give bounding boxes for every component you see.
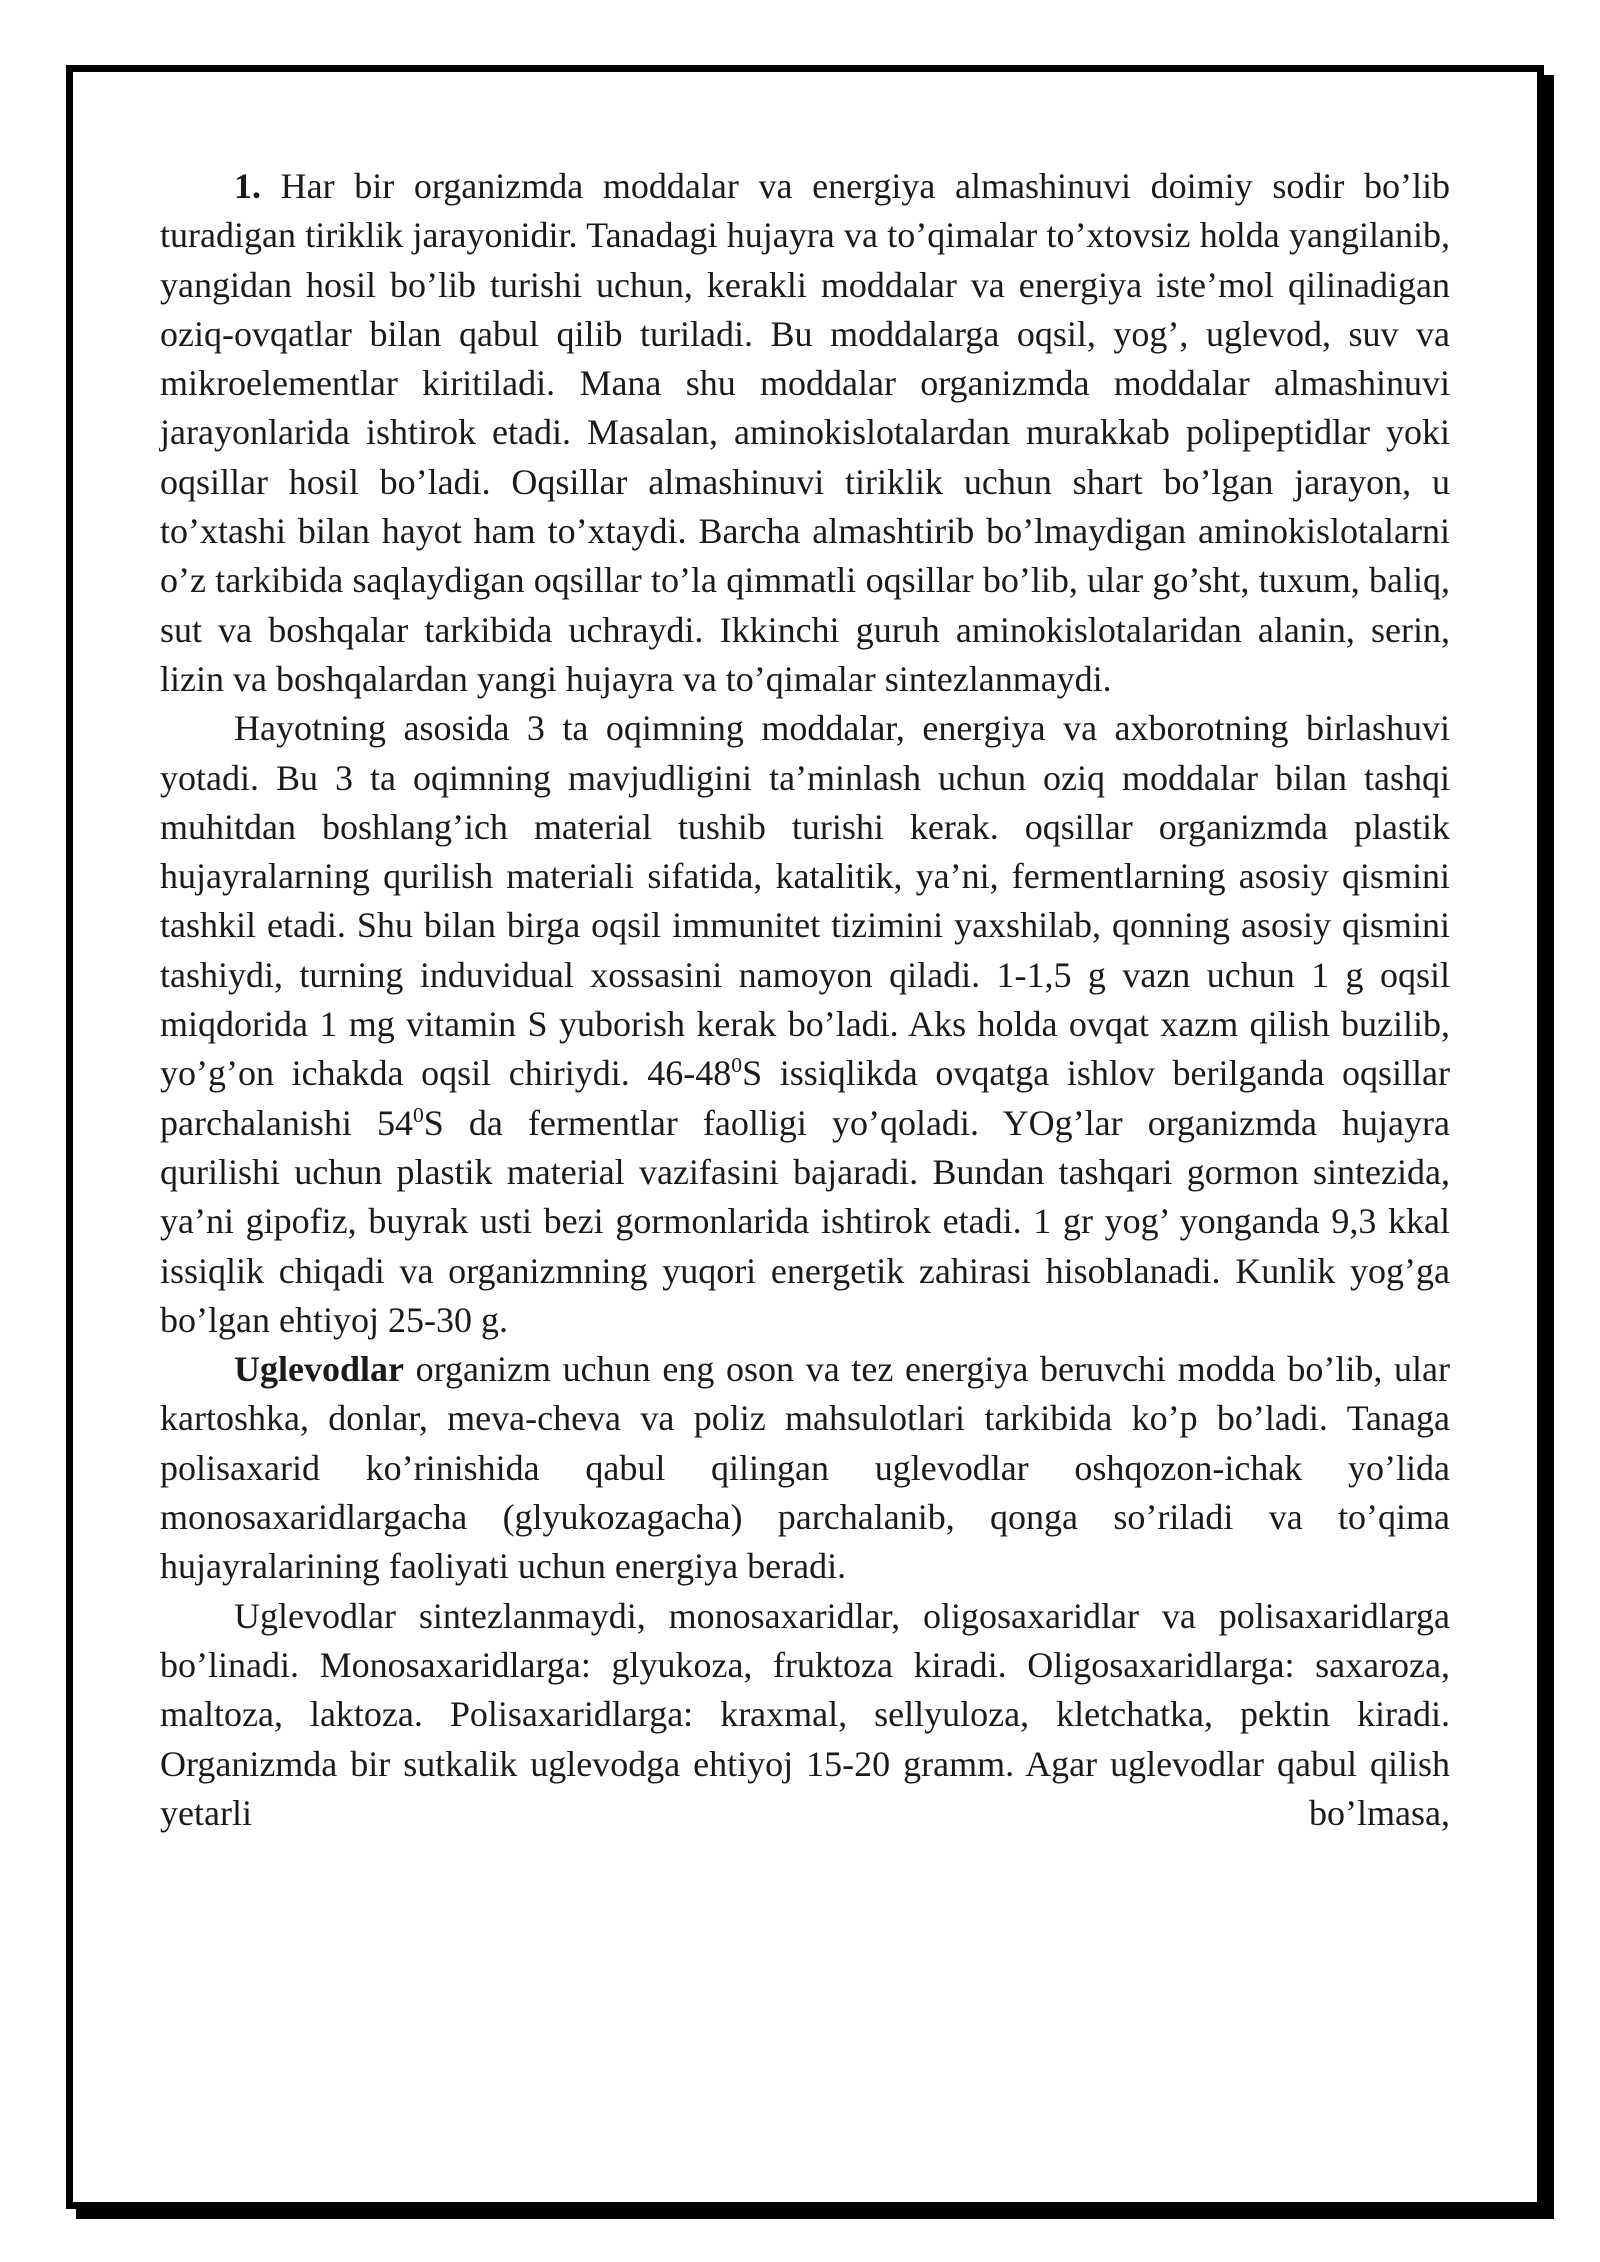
- paragraph-text: Har bir organizmda moddalar va energiya almashinuvi doimiy sodir bo’lib turadigan tiriklik jarayonidir. Tanadagi hujayra va to’qimalar to’xtovsiz holda yangilanib, yangidan hosil bo’lib turishi uchun, kerakli moddalar va energiya iste’mol qilinadigan oziq-ovqatlar bilan qabul qilib turiladi. Bu moddalarga oqsil, yog’, uglevod, suv va mikroelementlar kiritiladi. Mana shu moddalar organizmda moddalar almashinuvi jarayonlarida ishtirok etadi. Masalan, aminokislotalardan murakkab polipeptidlar yoki oqsillar hosil bo’ladi. Oqsillar almashinuvi tiriklik uchun shart bo’lgan jarayon, u to’xtashi bilan hayot ham to’xtaydi. Barcha almashtirib bo’lmaydigan aminokislotalarni o’z tarkibida saqlaydigan oqsillar to’la qimmatli oqsillar bo’lib, ular go’sht, tuxum, baliq, sut va boshqalar tarkibida uchraydi. Ikkinchi guruh aminokislotalaridan alanin, serin, lizin va boshqalardan yangi hujayra va to’qimalar sintezlanmaydi.: [160, 166, 1450, 699]
- paragraph-number: 1.: [234, 166, 261, 206]
- paragraph-oqsillar-intro: [160, 162, 1450, 704]
- paragraph-hayot-oqimlari: [160, 704, 1450, 1345]
- document-body: [160, 162, 1450, 1838]
- page-border-frame: [66, 65, 1544, 2209]
- bold-term: Uglevodlar: [234, 1349, 404, 1390]
- paragraph-text: Uglevodlar sintezlanmaydi, monosaxaridlar, oligosaxaridlar va polisaxaridlarga bo’linadi. Monosaxaridlarga: glyukoza, fruktoza kiradi. Oligosaxaridlarga: saxaroza, maltoza, laktoza. Polisaxaridlarga: kraxmal, sellyuloza, kletchatka, pektin kiradi. Organizmda bir sutkalik uglevodga ehtiyoj 15-20 gramm. Agar uglevodlar qabul qilish yetarli bo’lmasa,: [160, 1595, 1450, 1833]
- degree-superscript: 0: [413, 1102, 424, 1127]
- paragraph-text: Hayotning asosida 3 ta oqimning moddalar, energiya va axborotning birlashuvi yotadi. Bu 3 ta oqimning mavjudligini ta’minlash uchun oziq moddalar bilan tashqi muhitdan boshlang’ich material tushib turishi kerak. oqsillar organizmda plastik hujayralarning qurilish materiali sifatida, katalitik, ya’ni, fermentlarning asosiy qismini tashkil etadi. Shu bilan birga oqsil immunitet tizimini yaxshilab, qonning asosiy qismini tashiydi, turning induvidual xossasini namoyon qiladi. 1-1,5 g vazn uchun 1 g oqsil miqdorida 1 mg vitamin S yuborish kerak bo’ladi. Aks holda ovqat xazm qilish buzilib, yo’g’on ichakda oqsil chiriydi. 46-48: [160, 708, 1450, 1094]
- paragraph-uglevodlar: [160, 1345, 1450, 1591]
- degree-superscript: 0: [731, 1053, 743, 1078]
- paragraph-uglevod-turlari: [160, 1592, 1450, 1838]
- paragraph-text: S issiqlikda ovqatga ishlov berilganda oqsillar parchalanishi 54: [160, 1053, 1450, 1143]
- paragraph-text: S da fermentlar faolligi yo’qoladi. YOg’lar organizmda hujayra qurilishi uchun plastik material vazifasini bajaradi. Bundan tashqari gormon sintezida, ya’ni gipofiz, buyrak usti bezi gormonlarida ishtirok etadi. 1 gr yog’ yonganda 9,3 kkal issiqlik chiqadi va organizmning yuqori energetik zahirasi hisoblanadi. Kunlik yog’ga bo’lgan ehtiyoj 25-30 g.: [160, 1102, 1450, 1340]
- paragraph-text: organizm uchun eng oson va tez energiya beruvchi modda bo’lib, ular kartoshka, donlar, meva-cheva va poliz mahsulotlari tarkibida ko’p bo’ladi. Tanaga polisaxarid ko’rinishida qabul qilingan uglevodlar oshqozon-ichak yo’lida monosaxaridlargacha (glyukozagacha) parchalanib, qonga so’riladi va to’qima hujayralarining faoliyati uchun energiya beradi.: [160, 1349, 1450, 1587]
